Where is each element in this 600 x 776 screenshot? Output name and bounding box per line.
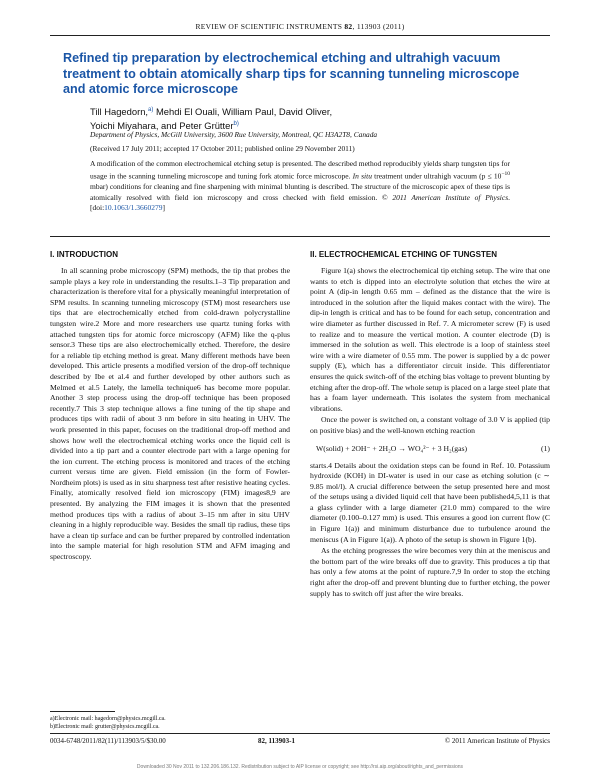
equation-block [310, 437, 550, 461]
doi-link[interactable]: 10.1063/1.3660279 [104, 203, 163, 213]
author-footnote-mark-a[interactable]: a) [148, 107, 154, 113]
introduction-body [50, 266, 290, 563]
footnotes [50, 715, 290, 731]
affiliation: Department of Physics, McGill University, 3600 Rue University, Montreal, QC H3A2T8, Canada [90, 130, 378, 139]
abstract-text-d: . [doi: [90, 192, 510, 213]
abstract-copyright: 2011 American Institute of Physics [392, 192, 509, 202]
article-title: Refined tip preparation by electrochemical etching and ultrahigh vacuum treatment to obtain atomically sharp tips for scanning tunneling microscope and atomic force microscope [63, 51, 520, 96]
footnote-rule [50, 711, 115, 712]
etching-body [310, 266, 550, 599]
abstract [90, 159, 510, 214]
introduction-paragraph: In all scanning probe microscopy (SPM) methods, the tip that probes the sample plays a key role in understanding the results.1–3 Tip preparation and characterization is therefore vital for a physically meaningful interpretation of SPM results. In scanning tunneling microscopy (STM) most researchers use tips that are electrochemically etched from cold-drawn polycrystalline tungsten wire.2 More and more researchers use quartz tuning forks with attached tungsten tips for atomic force microscopy (AFM) like the q-plus sensor.3 These tips are also electrochemically etched. Therefore, the desire for a reliable tip etching method is great. Many different methods have been developed. This article presents a modified version of the drop-off technique described by Ibe et al.4 and further developed by other authors such as Melmed et al.5 Lately, the lamella technique6 has become more popular. Another 3 step process using the drop-off technique has been proposed recently.7 This 3 step technique allows a fine tuning of the tip shape and produces tips with radii of about 3 nm before in situ heating in UHV. The work presented in this paper, focuses on the traditional drop-off method and shows how well the electrochemical etching works once the liquid cell is divided into a tip part and a counter electrode part with a large opening for the ion current. The etching process is monitored and traces of the etching current versus time are given. Field emission (in the form of Fowler-Nordheim plots) is used as in situ sharpness test after resistive heating cycles. Finally, atomically resolved field ion microscopy (FIM) images8,9 are presented. By analyzing the FIM images it is shown that the presented method produces tips with a radius of about 3–15 nm after in situ UHV cleaning in a highly reproducible way. Besides the small tip radius, these tips have a clean tip surface and can be further prepared by controlled indentation into the sample material for high resolution STM and AFM imaging and spectroscopy. [50, 266, 290, 562]
abstract-exponent: −10 [501, 171, 510, 178]
author-footnote-mark-b[interactable]: b) [233, 121, 239, 128]
etching-paragraph-4: As the etching progresses the wire becomes very thin at the meniscus and the bottom part of the wire breaks off due to gravity. This produces a tip that has only a few atoms at the point of rupture.7,9 In order to stop the etching right after the drop-off and prevent blunting due to further etching, the power supply has to switch off just after the wire breaks. [310, 546, 550, 598]
footnote-a: a)Electronic mail: hagedorn@physics.mcgill.ca. [50, 716, 166, 722]
author-list [90, 104, 530, 132]
abstract-text-c: mbar) conditions for cleaning and fine sharpening with minimal blunting is described. The structure of the microscopic apex of these tips is atomically resolved with field ion microscopy and cross checked with field emission. © [90, 182, 510, 202]
etching-paragraph-2: Once the power is switched on, a constant voltage of 3.0 V is applied (tip on positive bias) and the well-known etching reaction [310, 415, 550, 435]
authors-line1: Till Hagedorn, [90, 106, 149, 118]
etching-paragraph-3: starts.4 Details about the oxidation steps can be found in Ref. 10. Potassium hydroxide (KOH) in DI-water is used in our case as etching solution (c ∼ 9.85 mol/l). A crucial difference between the setup presented here and most of the setups using a divided liquid cell that have been published4,5,11 is that a glass cylinder with a large diameter (21.0 mm) compared to the wire diameter (0.100–0.127 mm) is used. This ensures a good ion current flow (C in Figure 1(a)) and minimum disturbance due to turbulence around the meniscus (A in Figure 1(a)). A photo of the setup is shown in Figure 1(b). [310, 460, 550, 544]
journal-issue: , 113903 (2011) [352, 22, 405, 31]
equation-number: (1) [541, 443, 550, 453]
abstract-rule [50, 236, 550, 237]
authors-line1-rest: Mehdi El Ouali, William Paul, David Oliver, [153, 106, 333, 118]
section-heading-introduction: I. INTRODUCTION [50, 250, 118, 259]
abstract-text-a: A modification of the common electrochemical etching setup is presented. The described method reproducibly yields sharp tungsten tips for usage in the scanning tunneling microscope and tuning fork atomic force microscope. [90, 159, 510, 181]
download-notice: Downloaded 30 Nov 2011 to 132.206.186.132. Redistribution subject to AIP license or copyright; see http://rsi.aip.org/about/rights_and_permissions [136, 764, 464, 770]
abstract-text-e: ] [162, 203, 166, 213]
footer-copyright: © 2011 American Institute of Physics [444, 737, 550, 745]
section-heading-etching: II. ELECTROCHEMICAL ETCHING OF TUNGSTEN [310, 250, 497, 259]
journal-header [0, 22, 600, 31]
journal-volume: 82 [344, 22, 353, 31]
footnote-b: b)Electronic mail: grutter@physics.mcgill.ca. [50, 724, 160, 730]
footer-issn: 0034-6748/2011/82(11)/113903/5/$30.00 [50, 737, 166, 745]
received-dates: (Received 17 July 2011; accepted 17 October 2011; published online 29 November 2011) [90, 144, 355, 153]
header-rule [50, 35, 550, 36]
abstract-text-b: treatment under ultrahigh vacuum (p ≤ 10 [371, 171, 502, 181]
etching-equation: W(solid) + 2OH⁻ + 2H₂O → WO₄²⁻ + 3 H₂(gas) [316, 443, 468, 453]
footer-rule [50, 733, 550, 734]
journal-name: REVIEW OF SCIENTIFIC INSTRUMENTS [195, 22, 345, 31]
etching-paragraph-1: Figure 1(a) shows the electrochemical tip etching setup. The wire that one wants to etch is dipped into an electrolyte solution that etches the wire at point A (dip-in length 0.65 mm – defined as the distance that the wire is introduced in the solution after the liquid makes contact with the wire). The dip-in length is critical and has to be found for each setup, concentration and wire diameter as further discussed in Ref. 7. A micrometer screw (F) is used to realize and to measure the vertical motion. A counter electrode (D) is immersed in the solution as well. This electrode is a loop of stainless steel wire with a wire diameter of 0.55 mm. The power is supplied by a dc power supply (E), which has a differentiator circuit inside. This differentiator ensures the quick switch-off of the etching bias voltage to prevent blunting by etching after the drop-off. The whole setup is placed on a large steel plate that has a foam layer underneath. This isolates the system from mechanical vibrations. [310, 266, 550, 413]
abstract-in-situ: In situ [352, 171, 372, 181]
authors-line2: Yoichi Miyahara, and Peter Grütter [90, 120, 234, 132]
footer-page-number: 82, 113903-1 [258, 737, 295, 745]
